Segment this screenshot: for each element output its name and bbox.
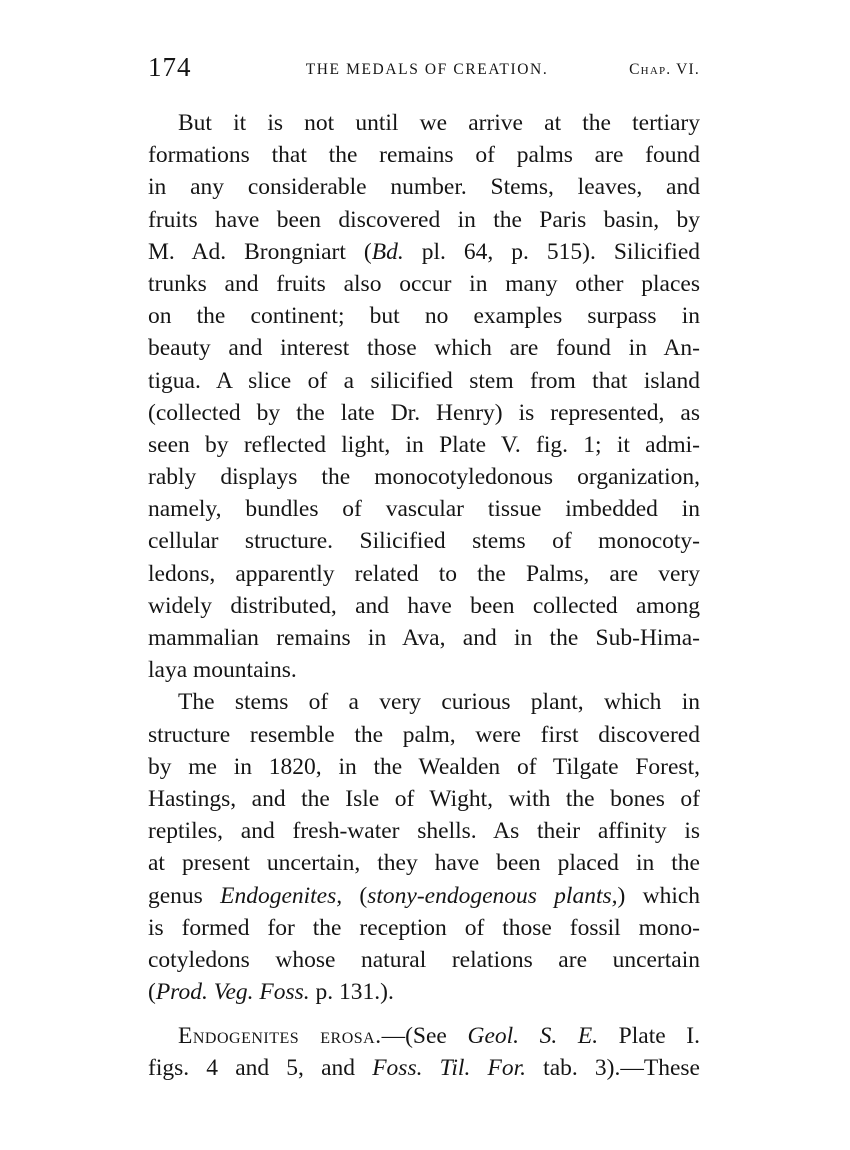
text-run: p. 131.). xyxy=(309,979,394,1006)
text-line: laya mountains. xyxy=(148,657,297,684)
text-run: pl. 64, p. 515). Silicified xyxy=(403,238,700,265)
text-line: namely, bundles of vascular tissue imbedded in xyxy=(148,496,700,523)
text-run: ( xyxy=(148,979,156,1006)
chapter-label: Chap. VI. xyxy=(629,61,700,78)
species-heading: Endogenites erosa. xyxy=(178,1023,382,1050)
text-line xyxy=(148,1052,700,1084)
body-text xyxy=(148,107,700,1085)
text-line xyxy=(148,236,700,268)
text-line: cotyledons whose natural relations are uncertain xyxy=(148,946,700,973)
text-line: Hastings, and the Isle of Wight, with the bones of xyxy=(148,785,700,812)
italic-reference: Geol. S. E. xyxy=(467,1023,599,1050)
running-title: THE MEDALS OF CREATION. xyxy=(305,61,549,78)
text-line: mammalian remains in Ava, and in the Sub-Hima- xyxy=(148,625,700,651)
text-line: beauty and interest those which are found in An- xyxy=(148,335,700,362)
text-run: ( xyxy=(342,882,368,909)
text-run: tab. 3).—These xyxy=(526,1055,700,1082)
text-run: M. Ad. Brongniart ( xyxy=(148,238,372,265)
text-line: widely distributed, and have been collected among xyxy=(148,592,700,619)
running-header xyxy=(148,52,700,92)
text-line: (collected by the late Dr. Henry) is represented, as xyxy=(148,399,700,426)
text-line: trunks and fruits also occur in many other places xyxy=(148,270,700,297)
text-run: —(See xyxy=(381,1023,468,1050)
text-line: seen by reflected light, in Plate V. fig. 1; it admi- xyxy=(148,431,700,458)
italic-reference: Prod. Veg. Foss. xyxy=(155,979,310,1006)
text-line: But it is not until we arrive at the tertiary xyxy=(178,110,700,136)
text-run: figs. 4 and 5, and xyxy=(148,1055,373,1082)
text-line: is formed for the reception of those fossil mono- xyxy=(148,914,700,941)
text-line: cellular structure. Silicified stems of monocoty- xyxy=(148,528,700,555)
text-line: reptiles, and fresh-water shells. As their affinity is xyxy=(148,818,700,845)
text-line: at present uncertain, they have been placed in the xyxy=(148,850,700,877)
text-line: in any considerable number. Stems, leaves, and xyxy=(148,174,700,201)
text-line: tigua. A slice of a silicified stem from that island xyxy=(148,367,700,394)
text-line: structure resemble the palm, were first discovered xyxy=(148,721,700,748)
italic-reference: Bd. xyxy=(371,238,404,265)
text-run: Plate I. xyxy=(598,1023,700,1050)
paragraph-endogenites-erosa xyxy=(148,1020,700,1084)
text-line: by me in 1820, in the Wealden of Tilgate Forest, xyxy=(148,753,700,780)
genus-name: Endogenites, xyxy=(220,882,343,909)
genus-gloss: stony-endogenous plants, xyxy=(367,882,618,909)
text-line: The stems of a very curious plant, which in xyxy=(178,689,700,716)
text-line xyxy=(148,880,700,912)
page-number: 174 xyxy=(148,52,192,82)
text-line: rably displays the monocotyledonous organization, xyxy=(148,464,700,491)
text-line: formations that the remains of palms are found xyxy=(148,142,700,169)
italic-reference: Foss. Til. For. xyxy=(372,1055,527,1082)
text-line xyxy=(148,1020,700,1052)
text-run: ) which xyxy=(617,882,701,909)
text-line: fruits have been discovered in the Paris basin, by xyxy=(148,206,700,233)
paragraph-endogenites xyxy=(148,686,700,1008)
text-line: on the continent; but no examples surpass in xyxy=(148,303,700,330)
text-line xyxy=(148,976,700,1008)
paragraph-palms xyxy=(148,107,700,686)
text-run: genus xyxy=(148,882,221,909)
text-line: ledons, apparently related to the Palms, are very xyxy=(148,560,700,587)
